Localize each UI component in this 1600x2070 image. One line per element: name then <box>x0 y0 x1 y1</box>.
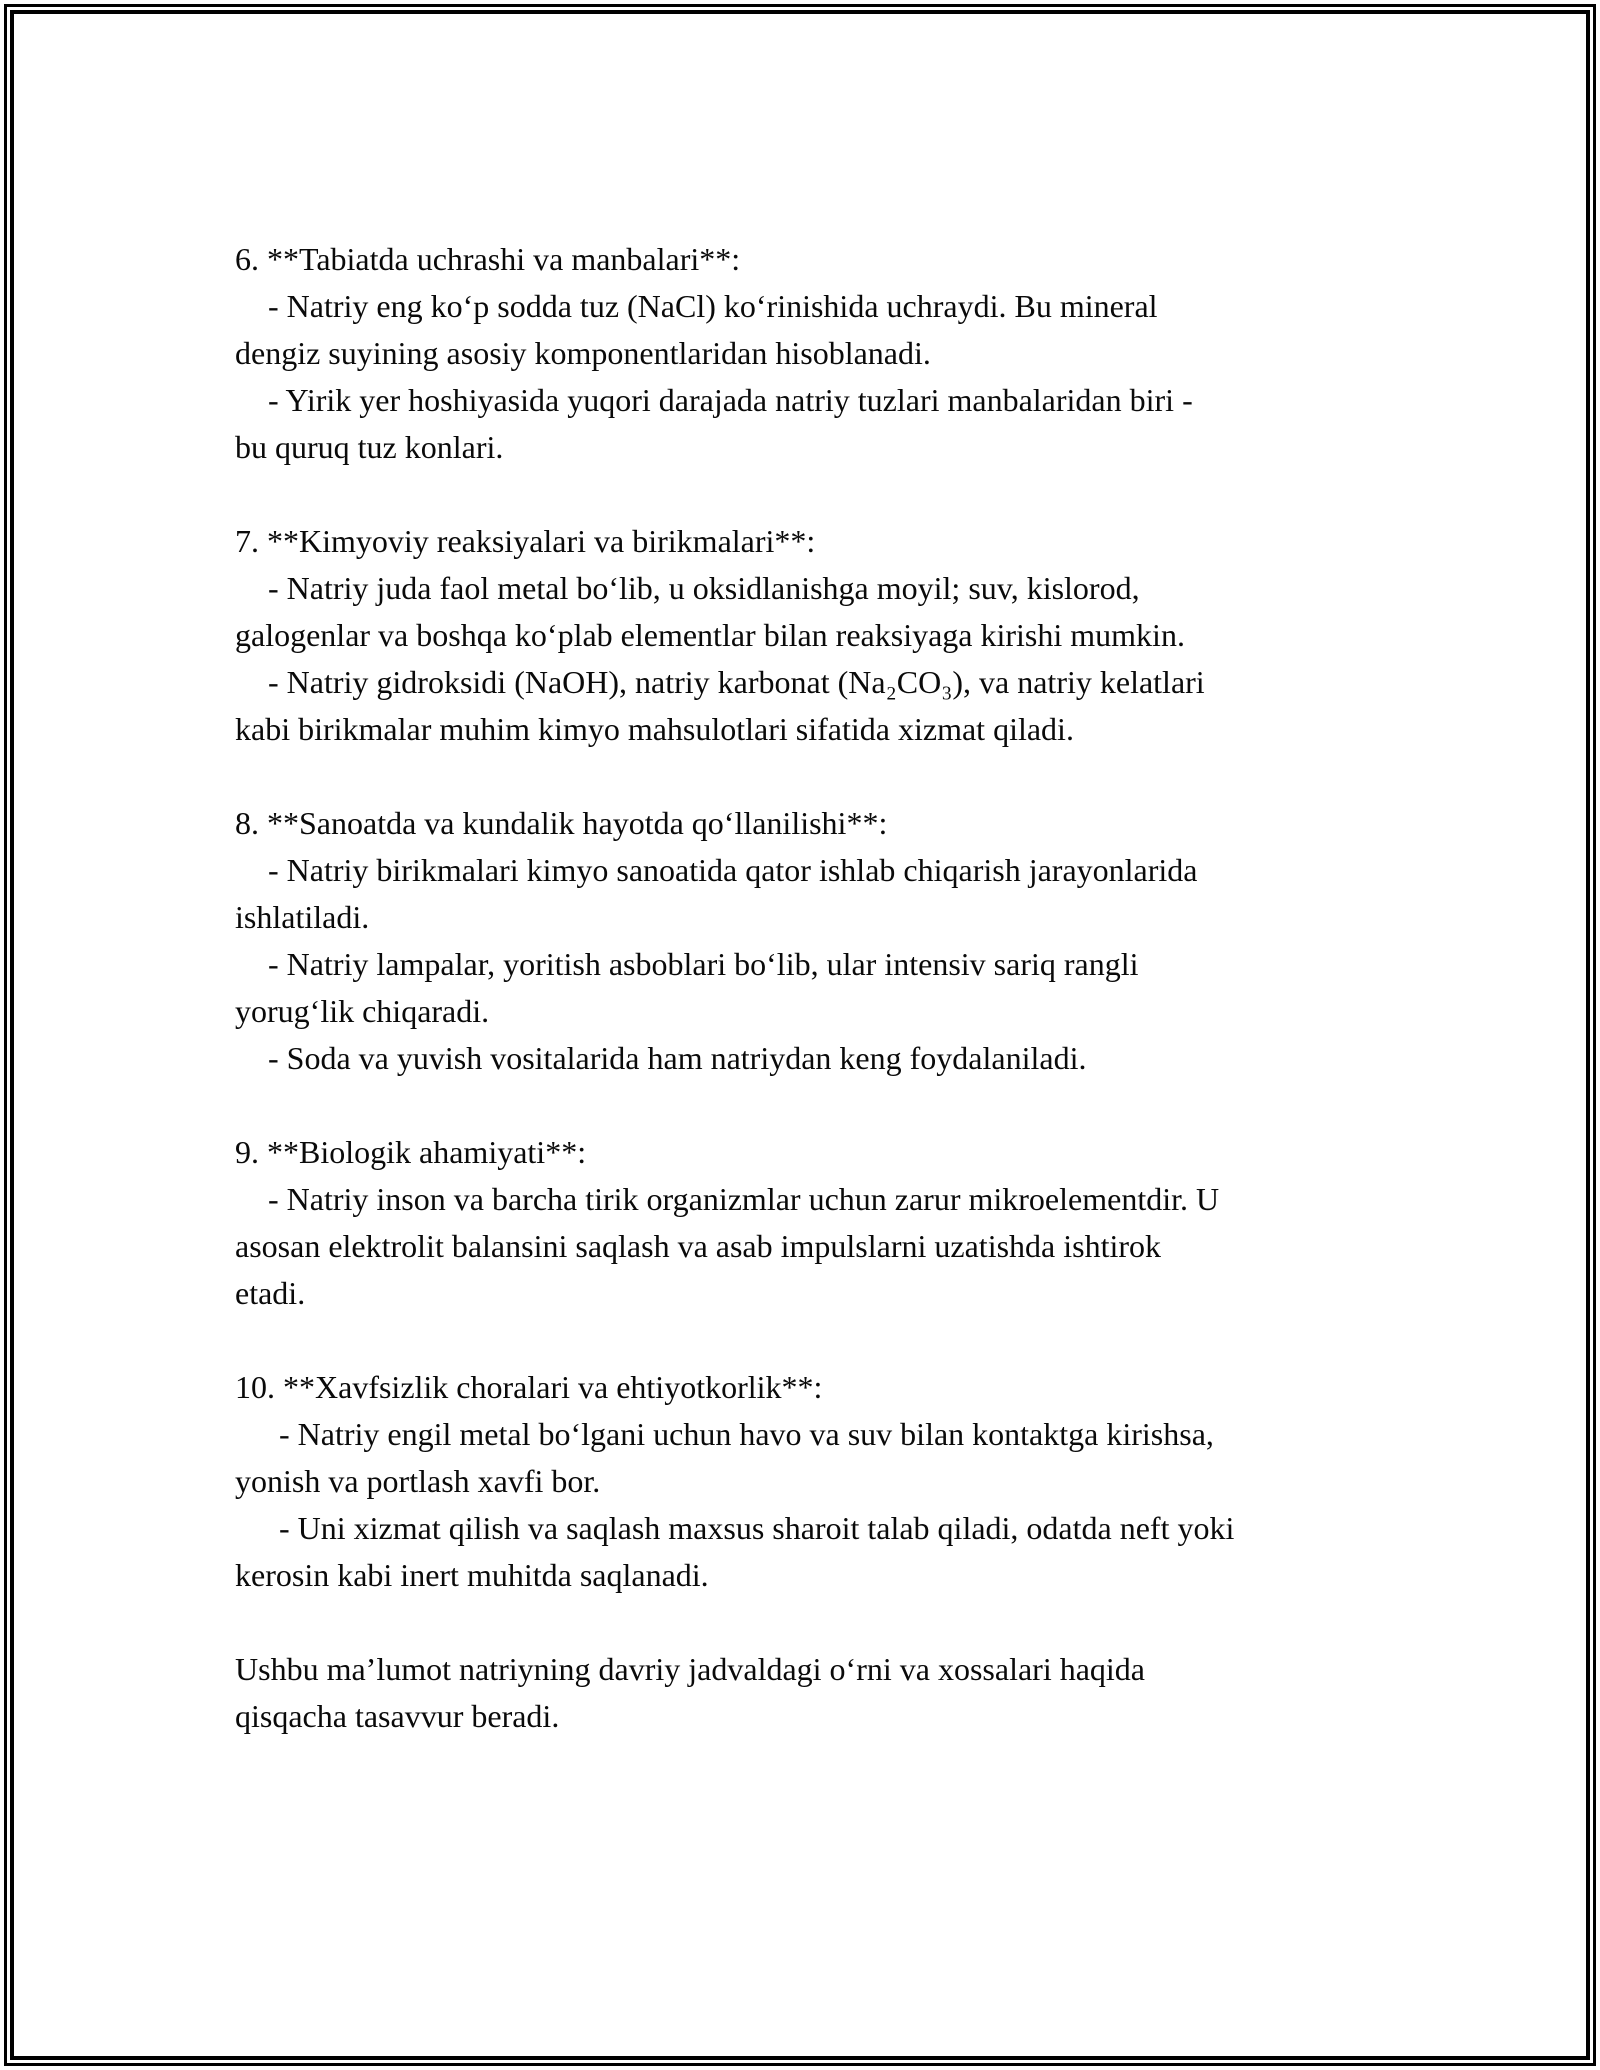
text-line: - Uni xizmat qilish va saqlash maxsus sharoit talab qiladi, odatda neft yoki <box>279 1510 1235 1546</box>
text-line: - Soda va yuvish vositalarida ham natriydan keng foydalaniladi. <box>268 1040 1087 1076</box>
section-biological-importance <box>235 1129 1386 1317</box>
section-heading: 8. **Sanoatda va kundalik hayotda qoʻllanilishi**: <box>235 805 888 841</box>
text-line: - Natriy lampalar, yoritish asboblari boʻlib, ular intensiv sariq rangli <box>268 946 1139 982</box>
section-industrial-use <box>235 800 1386 1082</box>
section-natural-occurrence <box>235 236 1386 471</box>
text-line: - Yirik yer hoshiyasida yuqori darajada natriy tuzlari manbalaridan biri - <box>268 382 1193 418</box>
section-heading: 7. **Kimyoviy reaksiyalari va birikmalari**: <box>235 523 816 559</box>
text-line: - Natriy eng koʻp sodda tuz (NaCl) koʻrinishida uchraydi. Bu mineral <box>268 288 1158 324</box>
text-line: Ushbu ma’lumot natriyning davriy jadvaldagi oʻrni va xossalari haqida <box>235 1651 1145 1687</box>
text-line: kerosin kabi inert muhitda saqlanadi. <box>235 1557 709 1593</box>
text-line: kabi birikmalar muhim kimyo mahsulotlari sifatida xizmat qiladi. <box>235 711 1074 747</box>
section-heading: 9. **Biologik ahamiyati**: <box>235 1134 587 1170</box>
closing-paragraph <box>235 1646 1386 1740</box>
text-line: qisqacha tasavvur beradi. <box>235 1698 560 1734</box>
text-line: dengiz suyining asosiy komponentlaridan hisoblanadi. <box>235 335 931 371</box>
section-safety-measures <box>235 1364 1386 1599</box>
section-heading: 10. **Xavfsizlik choralari va ehtiyotkorlik**: <box>235 1369 823 1405</box>
document-content <box>14 14 1586 2056</box>
text-line: yonish va portlash xavfi bor. <box>235 1463 601 1499</box>
text-line: ishlatiladi. <box>235 899 370 935</box>
text-line: - Natriy inson va barcha tirik organizmlar uchun zarur mikroelementdir. U <box>268 1181 1220 1217</box>
text-line: asosan elektrolit balansini saqlash va asab impulslarni uzatishda ishtirok <box>235 1228 1162 1264</box>
text-line: etadi. <box>235 1275 306 1311</box>
text-line: - Natriy juda faol metal boʻlib, u oksidlanishga moyil; suv, kislorod, <box>268 570 1140 606</box>
text-line: - Natriy birikmalari kimyo sanoatida qator ishlab chiqarish jarayonlarida <box>268 852 1198 888</box>
text-line: yorugʻlik chiqaradi. <box>235 993 490 1029</box>
text-line: galogenlar va boshqa koʻplab elementlar bilan reaksiyaga kirishi mumkin. <box>235 617 1185 653</box>
text-line: bu quruq tuz konlari. <box>235 429 504 465</box>
text-line: - Natriy engil metal boʻlgani uchun havo va suv bilan kontaktga kirishsa, <box>279 1416 1214 1452</box>
section-heading: 6. **Tabiatda uchrashi va manbalari**: <box>235 241 741 277</box>
text-line: - Natriy gidroksidi (NaOH), natriy karbonat (Na₂CO₃), va natriy kelatlari <box>268 664 1205 700</box>
section-chemical-reactions <box>235 518 1386 753</box>
